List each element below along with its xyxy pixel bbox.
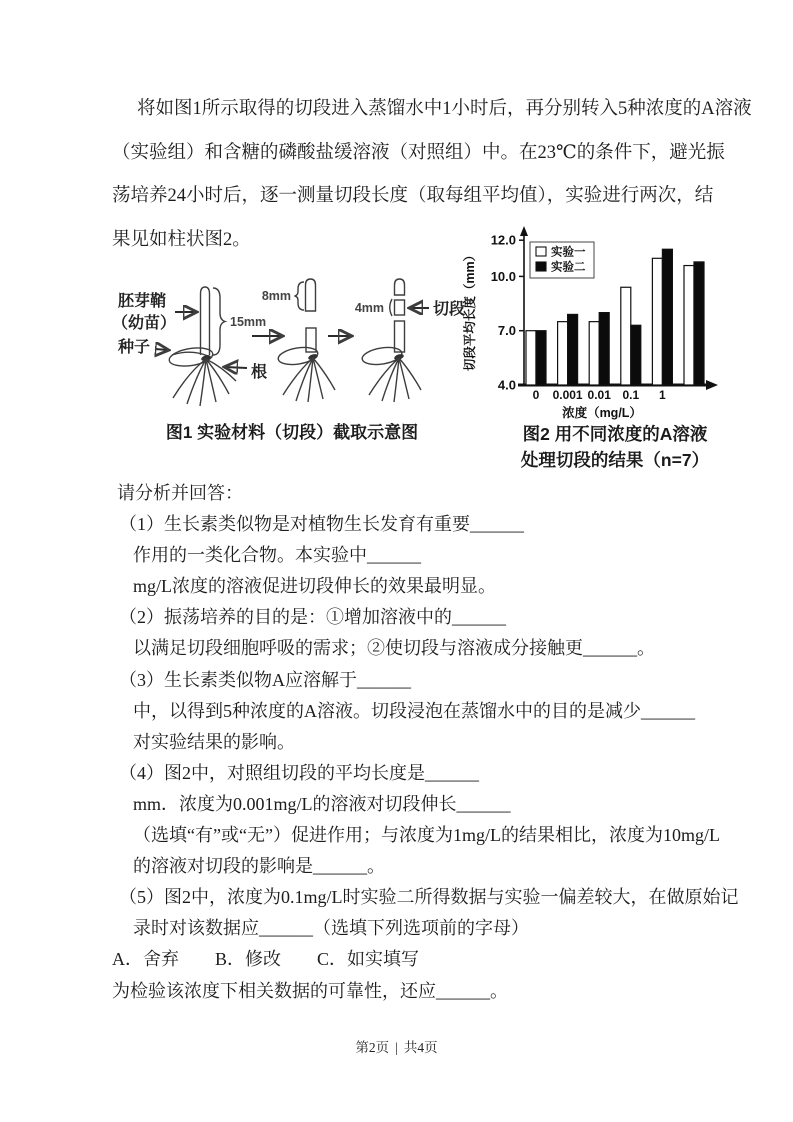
intro-line: 荡培养24小时后，逐一测量切段长度（取每组平均值），实验进行两次，结	[112, 186, 714, 206]
y-tick-label: 10.0	[490, 268, 516, 284]
question-line: 为检验该浓度下相关数据的可靠性，还应______。	[112, 980, 508, 1001]
intro-line: （实验组）和含糖的磷酸盐缓溶液（对照组）中。在23℃的条件下，避光振	[112, 142, 725, 163]
legend-label: 实验一	[551, 246, 586, 259]
label-15mm: 15mm	[230, 315, 267, 329]
questions-prompt: 请分析并回答：	[117, 483, 243, 503]
intro-line: 果见如柱状图2。	[112, 229, 251, 250]
paren-4mm	[390, 299, 392, 316]
label-root: 根	[251, 364, 268, 381]
seedling-cutting-diagram	[112, 240, 472, 418]
y-axis-arrow	[520, 226, 528, 236]
y-axis-title: 切段平均长度（mm）	[463, 248, 477, 372]
y-tick-label: 12.0	[490, 232, 516, 248]
question-line: 以满足切段细胞呼吸的需求；②使切段与溶液成分接触更______。	[133, 638, 655, 659]
figure2-caption	[465, 421, 765, 473]
legend-swatch-实验一	[536, 247, 546, 256]
label-coleoptile: 胚芽鞘	[118, 293, 167, 310]
question-line: 作用的一类化合物。本实验中______	[133, 545, 421, 566]
brace-8mm	[295, 282, 305, 310]
question-line: （4）图2中，对照组切段的平均长度是______	[119, 762, 479, 783]
y-tick-label: 4.0	[497, 377, 516, 393]
bar-实验一-1	[652, 258, 662, 385]
label-seed: 种子	[118, 339, 151, 356]
x-tick-label: 0.01	[587, 388, 611, 402]
x-tick-label: 0.001	[552, 388, 583, 402]
figure2-chart	[450, 222, 750, 427]
seedling-cut-4mm	[355, 279, 421, 402]
page-total: 共4页	[403, 1040, 438, 1055]
question-line: 中，以得到5种浓度的A溶液。切段浸泡在蒸馏水中的目的是减少______	[133, 700, 695, 721]
bar-实验二-0	[536, 331, 546, 385]
x-tick-label: 0.1	[622, 388, 640, 402]
x-tick-label: 0	[532, 388, 540, 402]
x-axis-arrow	[706, 380, 718, 390]
seed-arrow	[155, 349, 168, 350]
question-line: （1）生长素类似物是对植物生长发育有重要______	[119, 514, 524, 535]
bar-实验二-0.01	[599, 313, 609, 385]
bar-实验二-0.001	[568, 314, 578, 385]
question-line: （3）生长素类似物A应溶解于______	[119, 669, 411, 690]
label-seedling: （幼苗）	[112, 315, 177, 332]
brace-15mm	[213, 288, 225, 355]
x-tick-label: 1	[659, 388, 666, 402]
bar-chart	[450, 222, 750, 422]
x-axis-title: 浓度（mg/L）	[562, 406, 642, 420]
figure2-caption-line1: 图2 用不同浓度的A溶液	[522, 424, 708, 444]
figure1-diagram	[112, 240, 472, 418]
label-8mm: 8mm	[261, 289, 291, 303]
question-line: 的溶液对切段的影响是______。	[133, 856, 385, 877]
question-options-line: A．舍弃 B．修改 C．如实填写	[112, 949, 420, 970]
label-4mm: 4mm	[354, 301, 384, 315]
label-segment: 切段	[433, 301, 466, 318]
bar-实验一-0.01	[589, 322, 599, 385]
question-line: 对实验结果的影响。	[133, 731, 295, 752]
y-tick-label: 7.0	[497, 323, 516, 339]
bar-实验一-last	[684, 266, 694, 385]
question-line: （5）图2中，浓度为0.1mg/L时实验二所得数据与实验一偏差较大，在做原始记	[119, 887, 739, 908]
legend-swatch-实验二	[536, 262, 546, 271]
seedling-cut-8mm	[262, 279, 335, 402]
bar-实验一-0	[526, 331, 536, 385]
figure2-caption-line2: 处理切段的结果（n=7）	[520, 450, 710, 470]
intro-line: 将如图1所示取得的切段进入蒸馏水中1小时后，再分别转入5种浓度的A溶液	[137, 99, 752, 119]
bar-实验二-1	[662, 249, 672, 385]
page-number: 第2页	[355, 1040, 390, 1055]
question-line: （选填“有”或“无”）促进作用；与浓度为1mg/L的结果相比，浓度为10mg/L	[133, 825, 720, 846]
seedling-whole	[168, 287, 266, 406]
figure1-caption: 图1 实验材料（切段）截取示意图	[165, 423, 419, 442]
question-line: mg/L浓度的溶液促进切段伸长的效果最明显。	[133, 576, 496, 597]
page-footer	[0, 1036, 793, 1056]
footer-separator: |	[395, 1040, 398, 1055]
bar-实验二-last	[694, 262, 704, 385]
question-line: mm．浓度为0.001mg/L的溶液对切段伸长______	[133, 793, 511, 814]
bar-实验二-0.1	[631, 325, 641, 385]
questions-section	[112, 478, 739, 1007]
question-line: 录时对该数据应______（选填下列选项前的字母）	[133, 918, 529, 939]
question-line: （2）振荡培养的目的是：①增加溶液中的______	[119, 607, 506, 628]
bar-实验一-0.1	[621, 287, 631, 385]
legend-label: 实验二	[551, 261, 586, 274]
root-arrow	[225, 367, 247, 368]
bar-实验一-0.001	[558, 322, 568, 385]
